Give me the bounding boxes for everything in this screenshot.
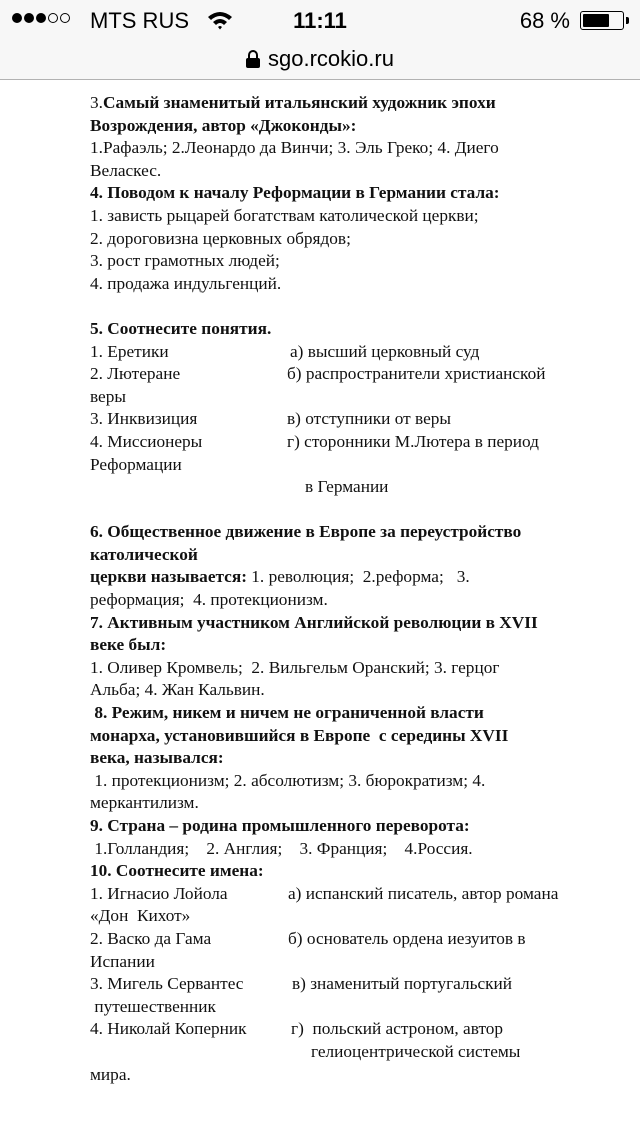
q4-title: 4. Поводом к началу Реформации в Германии стала: (90, 183, 500, 203)
q5-pair: 3. Инквизиция в) отступники от веры (90, 409, 452, 429)
q5-pair: 1. Еретики а) высший церковный суд (90, 341, 480, 361)
q8-title-line1: 8. Режим, никем и ничем не ограниченной власти (90, 703, 484, 723)
q3-answer-line1: 1.Рафаэль; 2.Леонардо да Винчи; 3. Эль Греко; 4. Диего (90, 138, 499, 158)
q10-title: 10. Соотнесите имена: (90, 861, 264, 881)
q10-pair: 2. Васко да Гама б) основатель ордена иезуитов в (90, 928, 526, 948)
q10-wrap: «Дон Кихот» (90, 906, 191, 926)
q7-answer-line1: 1. Оливер Кромвель; 2. Вильгельм Оранский; 3. герцог (90, 657, 500, 677)
status-bar (0, 0, 640, 40)
q4-option: 1. зависть рыцарей богатствам католической церкви; (90, 205, 479, 225)
lock-icon (246, 50, 260, 68)
q5-pair: 4. Миссионеры г) сторонники М.Лютера в период (90, 431, 539, 451)
q8-title-line2: монарха, установившийся в Европе с середины XVII (90, 725, 509, 745)
q7-title-line2: веке был: (90, 635, 167, 655)
q9-answer: 1.Голландия; 2. Англия; 3. Франция; 4.Россия. (90, 838, 473, 858)
q10-wrap: мира. (90, 1064, 131, 1084)
q4-option: 3. рост грамотных людей; (90, 251, 280, 271)
q6-title-line3: церкви называется: 1. революция; 2.реформа; 3. (90, 567, 470, 587)
q7-answer-line2: Альба; 4. Жан Кальвин. (90, 680, 265, 700)
address-bar[interactable] (0, 40, 640, 78)
q5-wrap: Реформации (90, 454, 182, 474)
battery-icon (580, 11, 624, 30)
q10-wrap: путешественник (90, 996, 216, 1016)
document-content (90, 92, 610, 1086)
q3-title-line2: Возрождения, автор «Джоконды»: (90, 115, 357, 135)
q8-title-line3: века, назывался: (90, 748, 224, 768)
q3-answer-line2: Веласкес. (90, 160, 162, 180)
battery-percent: 68 % (519, 8, 570, 33)
browser-chrome (0, 0, 640, 80)
q10-wrap: гелиоцентрической системы (311, 1041, 521, 1061)
q10-pair: 4. Николай Коперник г) польский астроном, автор (90, 1019, 504, 1039)
q4-option: 4. продажа индульгенций. (90, 273, 282, 293)
q8-answer-line1: 1. протекционизм; 2. абсолютизм; 3. бюрократизм; 4. (90, 770, 486, 790)
q5-title: 5. Соотнесите понятия. (90, 318, 272, 338)
q6-answer-line2: реформация; 4. протекционизм. (90, 590, 328, 610)
battery-fill (583, 14, 609, 27)
q10-pair: 3. Мигель Сервантес в) знаменитый португальский (90, 974, 513, 994)
q8-answer-line2: меркантилизм. (90, 793, 199, 813)
url-text[interactable]: sgo.rcokio.ru (268, 46, 394, 71)
q4-option: 2. дороговизна церковных обрядов; (90, 228, 351, 248)
q5-wrap: в Германии (305, 477, 389, 497)
battery-tip (626, 17, 629, 24)
q10-wrap: Испании (90, 951, 155, 971)
q6-title-line1: 6. Общественное движение в Европе за переустройство (90, 522, 522, 542)
q9-title: 9. Страна – родина промышленного переворота: (90, 816, 470, 835)
q10-pair: 1. Игнасио Лойола а) испанский писатель, автор романа (90, 883, 559, 903)
carrier-name: MTS RUS (90, 8, 189, 33)
q3-title-line1: 3.Самый знаменитый итальянский художник эпохи (90, 93, 496, 112)
q7-title-line1: 7. Активным участником Английской революции в XVII (90, 612, 538, 632)
q5-wrap: веры (90, 386, 126, 406)
q6-title-line2: католической (90, 544, 198, 564)
q5-pair: 2. Лютеране б) распространители христианской (90, 364, 546, 384)
clock: 11:11 (293, 8, 347, 33)
